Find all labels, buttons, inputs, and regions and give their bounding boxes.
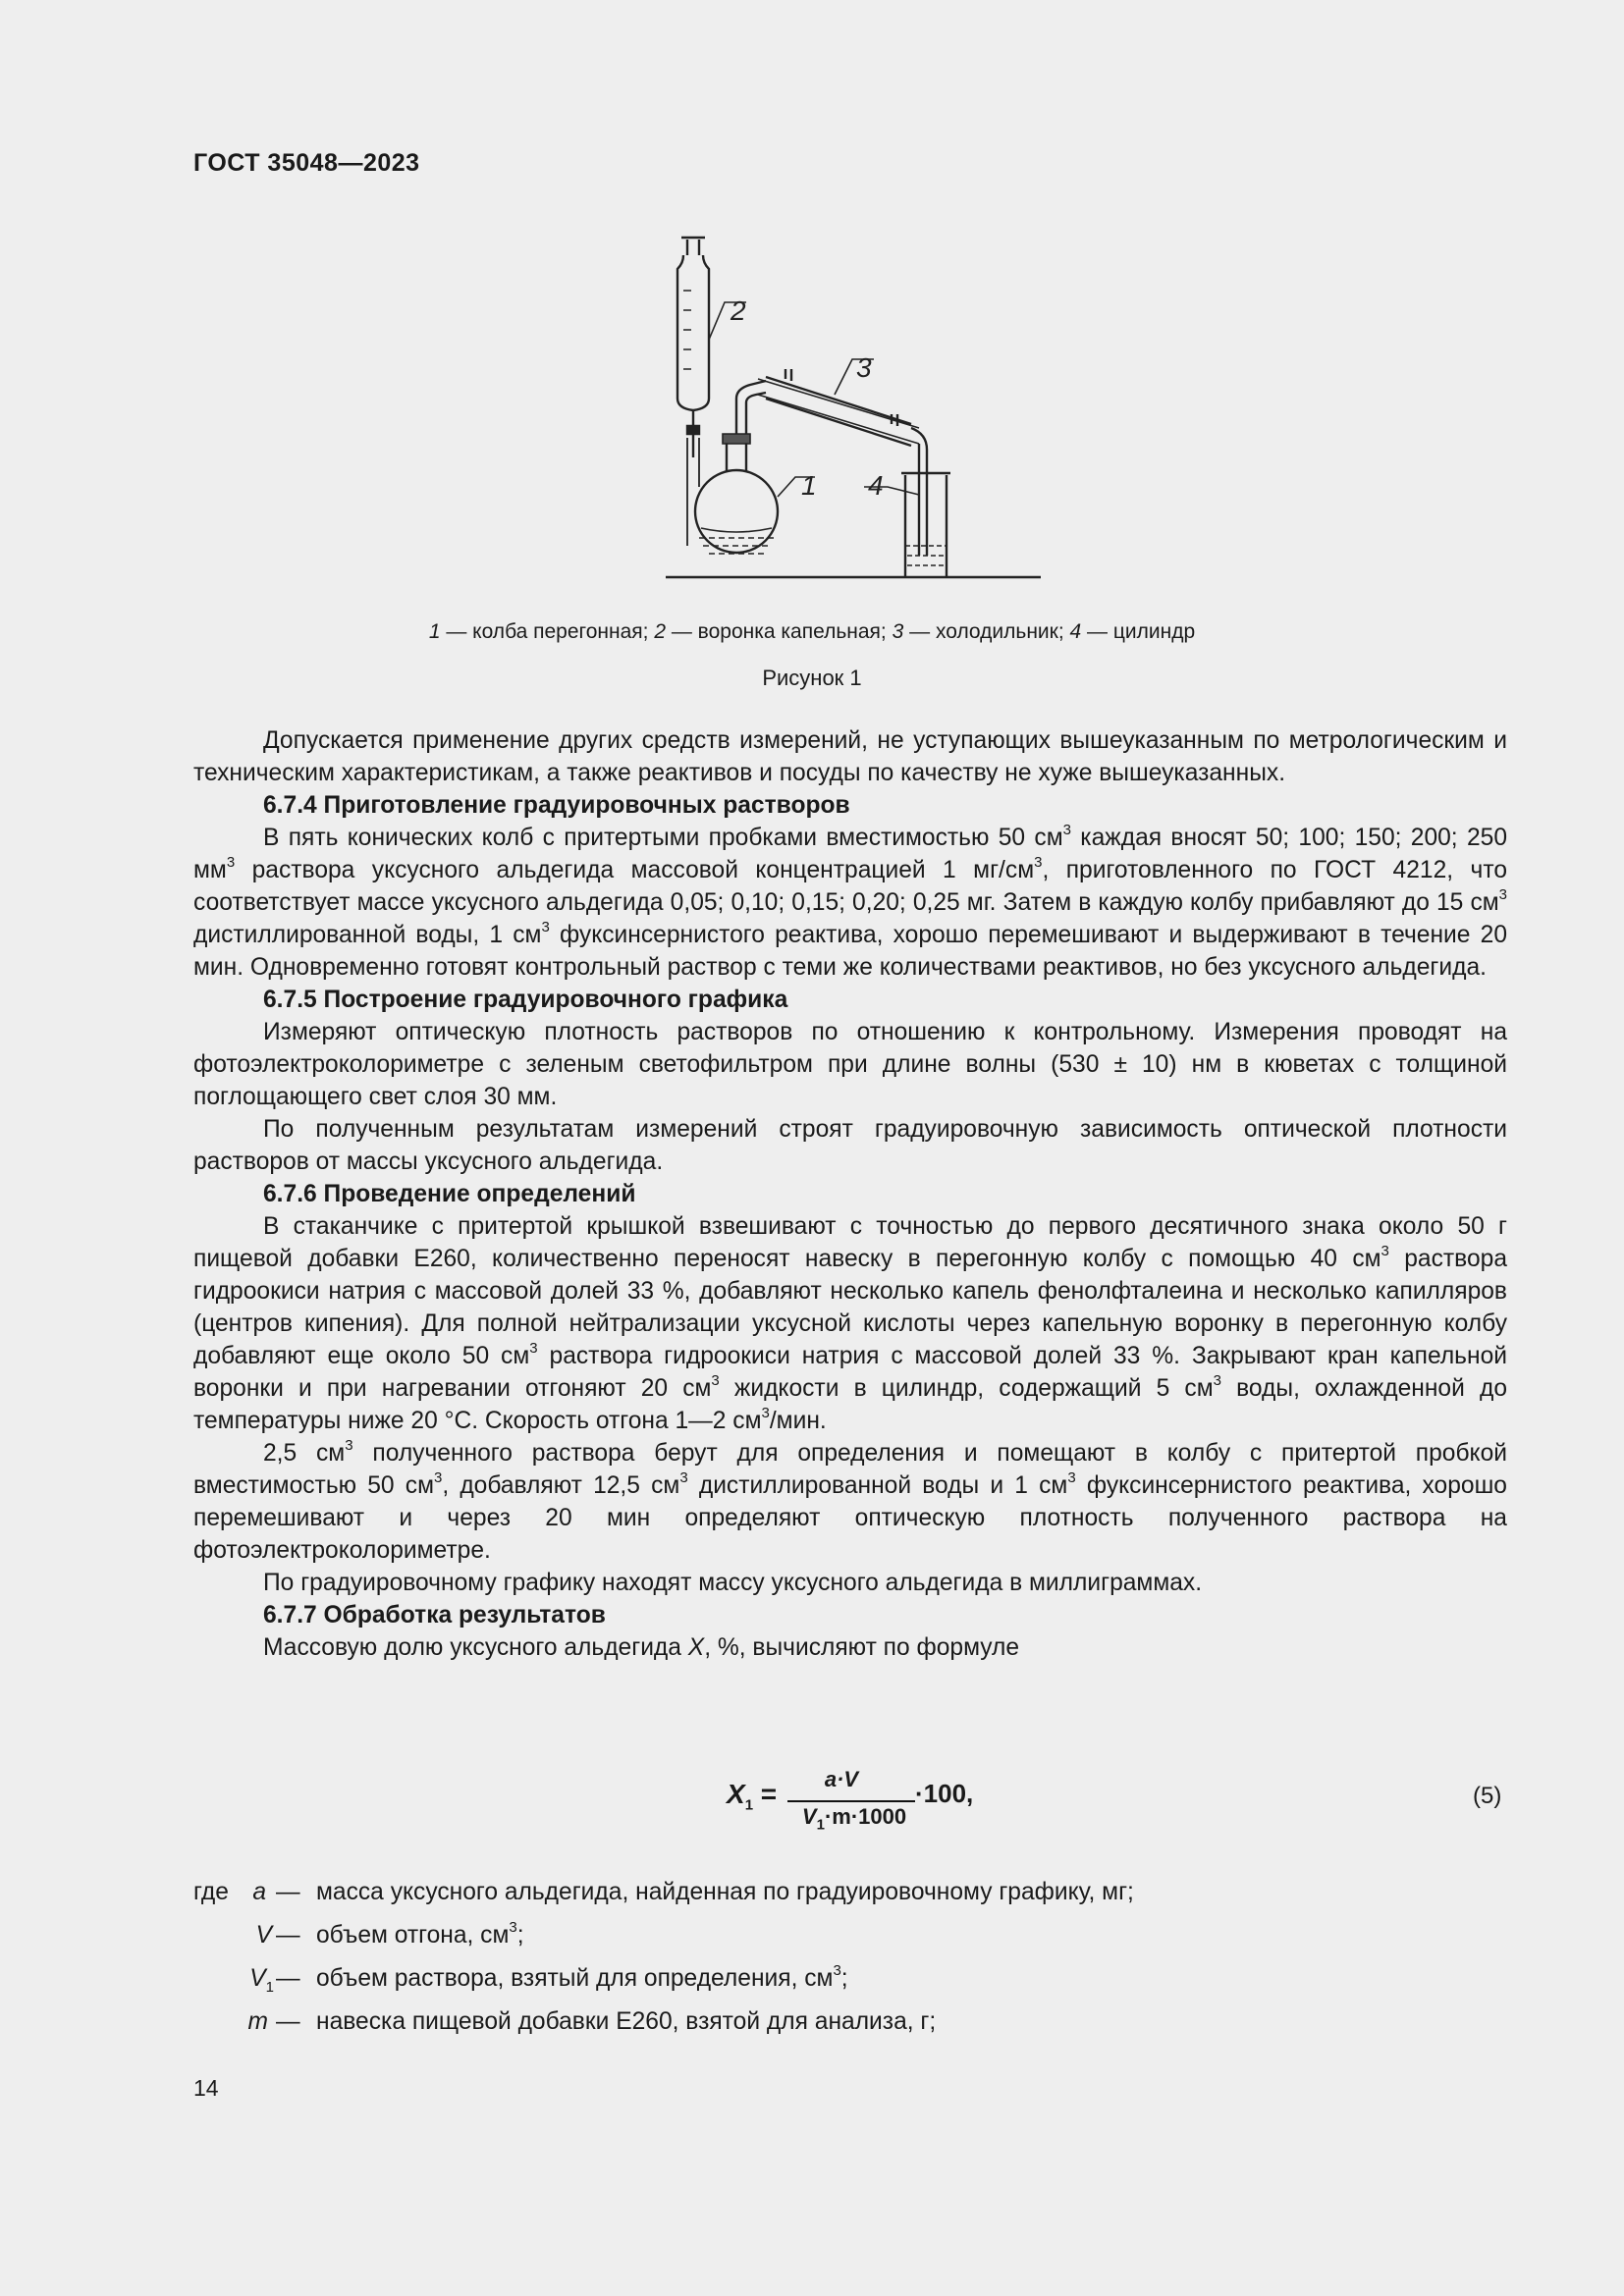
- section-heading-674: 6.7.4 Приготовление градуировочных растворов: [263, 792, 850, 819]
- paragraph: По полученным результатам измерений строят градуировочную зависимость оптической плотности растворов от массы уксусного альдегида.: [193, 1116, 1507, 1175]
- document-header: ГОСТ 35048—2023: [193, 149, 420, 177]
- figure-legend: 1 — колба перегонная; 2 — воронка капельная; 3 — холодильник; 4 — цилиндр: [428, 620, 1196, 643]
- paragraph: Допускается применение других средств измерений, не уступающих вышеуказанным по метрологическим и техническим характеристикам, а также реактивов и посуды по качеству не хуже вышеуказанных.: [193, 727, 1507, 786]
- paragraph: В стаканчике с притертой крышкой взвешивают с точностью до первого десятичного знака около 50 г пищевой добавки Е260, количественно переносят навеску в перегонную колбу с помощью 40 $см^3$ раствора гидроокиси натрия с массовой долей 33 %, добавляют несколько капель фенолфталеина и несколько капилляров (центров кипения). Для полной нейтрализации уксусной кислоты через капельную воронку в перегонную колбу добавляют еще около 50 $см^3$ раствора гидроокиси натрия с массовой долей 33 %. Закрывают кран капельной воронки и при нагревании отгоняют 20 $см^3$ жидкости в цилиндр, содержащий 5 $см^3$ воды, охлажденной до температуры ниже 20 °С. Скорость отгона 1—2 $см^3$/мин.: [193, 1213, 1507, 1434]
- figure-label-3: 3: [856, 352, 872, 383]
- formula-lhs: $X_1$ =: [727, 1779, 778, 1814]
- figure-label-2: 2: [731, 295, 746, 326]
- figure-label-4: 4: [868, 470, 884, 501]
- main-text: [193, 724, 1507, 1664]
- formula-tail: ·100,: [915, 1779, 974, 1808]
- formula-denominator: $V_1\cdot m\cdot 1000$: [801, 1804, 907, 1834]
- paragraph: Измеряют оптическую плотность растворов по отношению к контрольному. Измерения проводят на фотоэлектроколориметре с зеленым светофильтром при длине волны (530 ± 10) нм в кюветах с толщиной поглощающего свет слоя 30 мм.: [193, 1019, 1507, 1110]
- formula-numerator: a·V: [824, 1767, 859, 1791]
- paragraph: Массовую долю уксусного альдегида X, %, вычисляют по формуле: [263, 1634, 1020, 1661]
- section-heading-676: 6.7.6 Проведение определений: [263, 1181, 636, 1207]
- section-heading-677: 6.7.7 Обработка результатов: [263, 1602, 606, 1629]
- equation-number: (5): [1473, 1783, 1502, 1809]
- fraction-bar: [787, 1800, 915, 1802]
- formula-5: [727, 1767, 1021, 1845]
- paragraph: 2,5 $см^3$ полученного раствора берут для определения и помещают в колбу с притертой пробкой вместимостью 50 $см^3$, добавляют 12,5 $см^3$ дистиллированной воды и 1 $см^3$ фуксинсернистого реактива, хорошо перемешивают и через 20 мин определяют оптическую плотность полученного раствора на фотоэлектроколориметре.: [193, 1436, 1508, 1564]
- figure-label-1: 1: [801, 470, 817, 501]
- paragraph: В пять конических колб с притертыми пробками вместимостью 50 $см^3$ каждая вносят 50; 100; 150; 200; 250 $мм^3$ раствора уксусного альдегида массовой концентрацией 1 $мг/см^3$, приготовленного по ГОСТ 4212, что соответствует массе уксусного альдегида 0,05; 0,10; 0,15; 0,20; 0,25 мг. Затем в каждую колбу прибавляют до 15 $см^3$ дистиллированной воды, 1 $см^3$ фуксинсернистого реактива, хорошо перемешивают и выдерживают в течение 20 мин. Одновременно готовят контрольный раствор с теми же количествами реактивов, но без уксусного альдегида.: [193, 821, 1508, 981]
- figure-title: Рисунок 1: [762, 666, 862, 690]
- distillation-apparatus-figure: [648, 232, 1060, 585]
- dropping-funnel: [677, 238, 709, 410]
- section-heading-675: 6.7.5 Построение градуировочного графика: [263, 987, 788, 1013]
- flask-body: [695, 470, 778, 553]
- paragraph: По градуировочному графику находят массу уксусного альдегида в миллиграммах.: [263, 1570, 1203, 1596]
- page-number: 14: [193, 2075, 219, 2101]
